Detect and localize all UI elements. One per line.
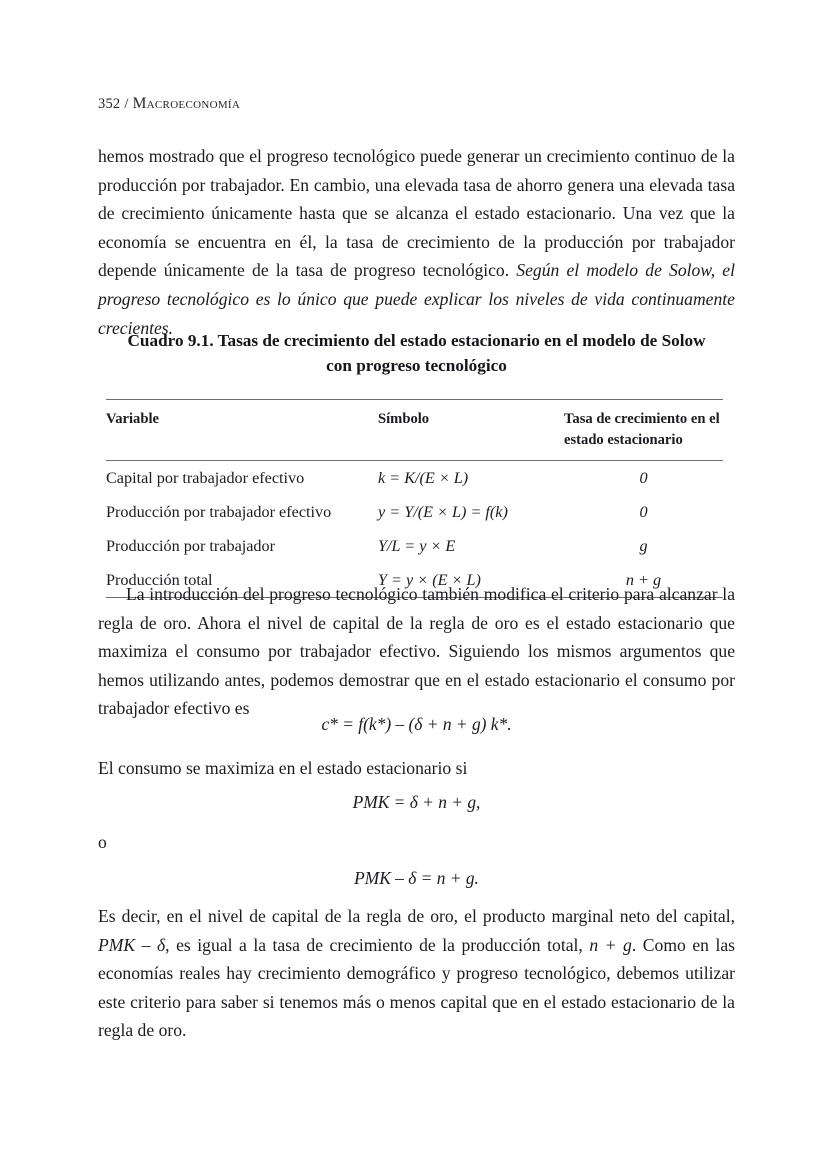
cell-symbol: y = Y/(E × L) = f(k): [378, 503, 508, 521]
running-header: [98, 95, 240, 113]
cell-variable: Producción por trabajador efectivo: [106, 503, 332, 521]
paragraph-golden-rule: La introducción del progreso tecnológico también modifica el criterio para alcanzar la regla de oro. Ahora el nivel de capital de la regla de oro es el estado estacionario que maximiza el consumo por trabajador efectivo. Siguiendo los mismos argumentos que hemos utilizando antes, podemos demostrar que en el estado estacionario el consumo por trabajador efectivo es: [98, 584, 735, 719]
page-folio-number: 352: [98, 96, 121, 112]
column-header-growth-rate: [564, 400, 723, 461]
table-caption-line-2: de Solow con progreso tecnológico: [326, 331, 706, 375]
paragraph-conclusion: [98, 902, 735, 1045]
cell-symbol: Y = y × (E × L): [378, 571, 481, 589]
column-header-growth-rate-line-1: Tasa de crecimiento en el: [564, 411, 720, 427]
table-header-row: [106, 400, 723, 461]
cell-growth-rate: 0: [639, 503, 648, 521]
column-header-variable: Variable: [106, 411, 159, 427]
cell-symbol: k = K/(E × L): [378, 469, 469, 487]
paragraph-intro-text: hemos mostrado que el progreso tecnológico puede generar un crecimiento continuo de la producción por trabajador. En cambio, una elevada tasa de ahorro genera una elevada tasa de crecimiento únicamente hasta que se alcanza el estado estacionario. Una vez que la economía se encuentra en él, la tasa de crecimiento de la producción por trabajador depende únicamente de la tasa de progreso tecnológico.: [98, 146, 735, 281]
cell-growth-rate: n + g: [625, 571, 662, 589]
conclusion-inline-math-1: PMK – δ: [98, 934, 166, 955]
paragraph-maximization: El consumo se maximiza en el estado estacionario si: [98, 758, 468, 778]
table-row: [106, 529, 723, 563]
equation-steady-state-consumption: c* = f(k*) – (δ + n + g) k*.: [321, 714, 512, 734]
cell-variable: Producción total: [106, 571, 213, 589]
column-header-symbol: Símbolo: [378, 411, 430, 427]
table-header: [106, 400, 723, 461]
table-body: [106, 461, 723, 598]
conclusion-text-part-3: . Como en las economías reales hay crecimiento demográfico y progreso tecnológico, debemos utilizar este criterio para saber si tenemos más o menos capital que en el estado estacionario de la regla de oro.: [98, 934, 735, 1041]
conclusion-text-part-2: , es igual a la tasa de crecimiento de la producción total,: [165, 934, 590, 955]
paragraph-intro: [98, 142, 735, 342]
book-title: Macroeconomía: [132, 95, 241, 112]
cell-symbol: Y/L = y × E: [378, 537, 456, 555]
conclusion-text-part-1: Es decir, en el nivel de capital de la regla de oro, el producto marginal neto del capital,: [98, 906, 735, 926]
cell-growth-rate: g: [639, 537, 648, 555]
steady-state-growth-table: [106, 399, 723, 598]
equation-net-pmk-condition: PMK – δ = n + g.: [354, 868, 479, 888]
table-row: [106, 461, 723, 496]
header-separator: /: [124, 96, 129, 112]
paragraph-intro-emphasis: Según el modelo de Solow, el progreso tecnológico es lo único que puede explicar los niveles de vida continuamente crecientes.: [98, 260, 736, 338]
table-row: [106, 495, 723, 529]
equation-pmk-condition: PMK = δ + n + g,: [352, 792, 481, 812]
table-block: [98, 328, 735, 598]
cell-variable: Producción por trabajador: [106, 537, 276, 555]
cell-variable: Capital por trabajador efectivo: [106, 469, 305, 487]
cell-growth-rate: 0: [639, 469, 648, 487]
conjunction-or: o: [98, 832, 107, 852]
table-caption-line-1: Cuadro 9.1. Tasas de crecimiento del estado estacionario en el modelo: [127, 331, 636, 350]
column-header-growth-rate-line-2: estado estacionario: [564, 432, 683, 448]
table-caption: [98, 328, 735, 378]
conclusion-inline-math-2: n + g: [589, 934, 632, 955]
